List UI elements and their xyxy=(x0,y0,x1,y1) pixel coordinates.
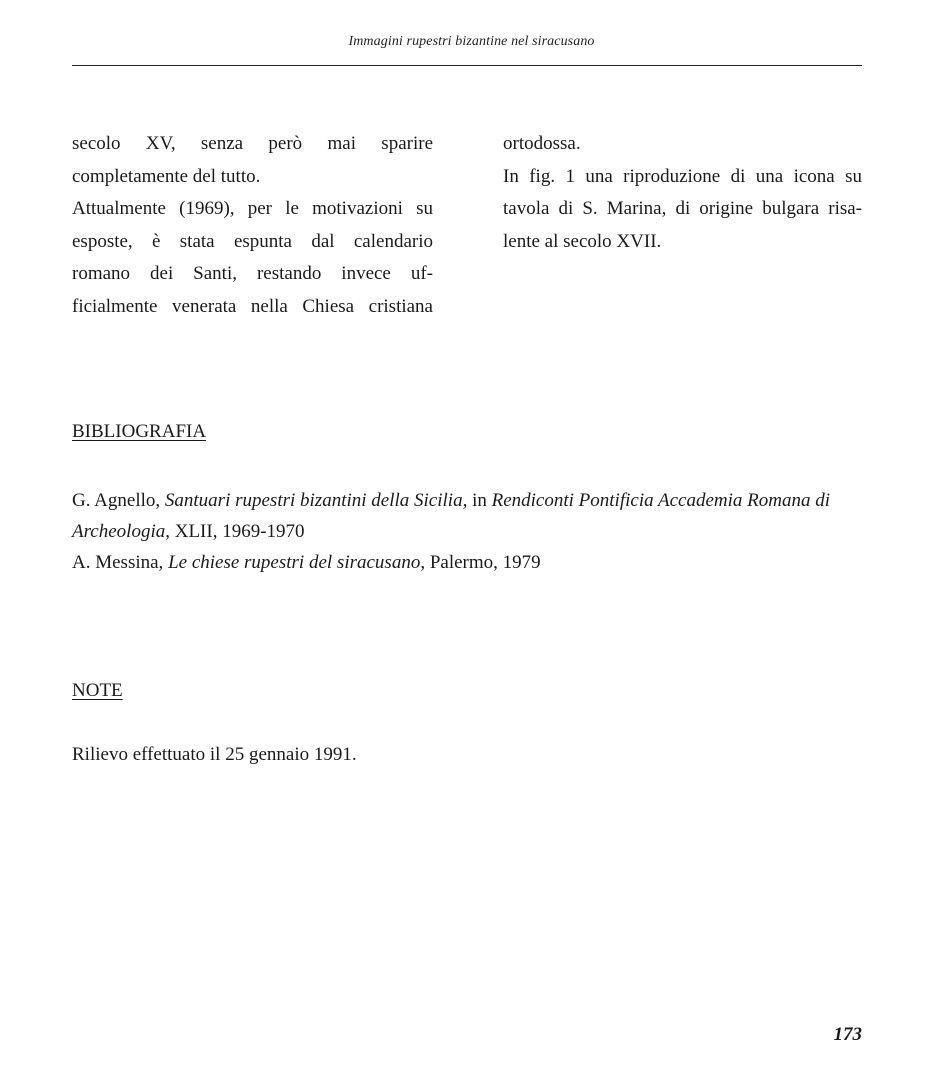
right-column xyxy=(503,128,862,258)
notes-heading: NOTE xyxy=(72,680,123,701)
left-column-line: secolo XV, senza però mai sparire xyxy=(72,133,433,154)
header-rule xyxy=(72,65,862,66)
bib-connector: in xyxy=(467,490,492,511)
page-number: 173 xyxy=(833,1024,862,1045)
bib-title: Le chiese rupestri del siracusano xyxy=(168,552,421,573)
bib-journal: Rendiconti Pontificia Accademia Romana di Archeologia xyxy=(72,490,831,542)
left-column xyxy=(72,128,433,324)
left-column-line: ficialmente venerata nella Chiesa cristiana xyxy=(72,295,433,317)
left-column-line: Attualmente (1969), per le motivazioni su xyxy=(72,198,433,220)
bibliography-entry xyxy=(72,485,872,547)
bib-author: G. Agnello, xyxy=(72,490,165,511)
left-column-line: completamente del tutto. xyxy=(72,165,261,187)
right-column-line: In fig. 1 una riproduzione di una icona su xyxy=(503,165,862,187)
bibliography-entry xyxy=(72,547,872,578)
running-head: Immagini rupestri bizantine nel siracusano xyxy=(348,34,595,49)
bibliography-heading: BIBLIOGRAFIA xyxy=(72,421,207,442)
note-text: Rilievo effettuato il 25 gennaio 1991. xyxy=(72,744,357,765)
bibliography-list xyxy=(72,485,872,578)
right-column-line: lente al secolo XVII. xyxy=(503,230,662,252)
right-column-line: ortodossa. xyxy=(503,133,581,154)
bib-details: , Palermo, 1979 xyxy=(420,552,541,573)
left-column-line: romano dei Santi, restando invece uf- xyxy=(72,263,433,285)
bib-author: A. Messina, xyxy=(72,552,169,573)
bib-details: , XLII, 1969-1970 xyxy=(165,521,305,542)
left-column-line: esposte, è stata espunta dal calendario xyxy=(72,230,433,252)
bib-title: Santuari rupestri bizantini della Sicilia, xyxy=(164,490,468,511)
right-column-line: tavola di S. Marina, di origine bulgara risa- xyxy=(503,198,862,220)
